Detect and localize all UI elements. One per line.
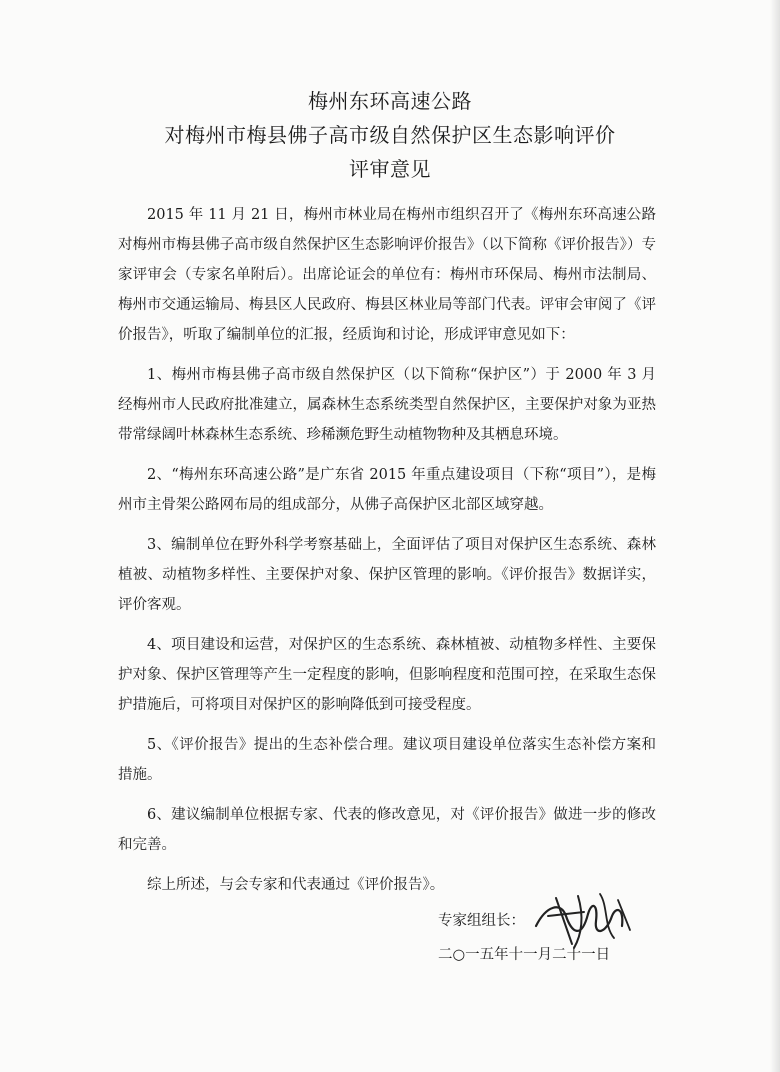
document-title xyxy=(0,84,780,186)
signature-date: 二○一五年十一月二十一日 xyxy=(438,947,611,963)
signature-label: 专家组组长： xyxy=(438,913,525,929)
paragraph-item-4: 4、项目建设和运营，对保护区的生态系统、森林植被、动植物多样性、主要保护对象、保护区管理等产生一定程度的影响，但影响程度和范围可控，在采取生态保护措施后，可将项目对保护区的影响降低到可接受程度。 xyxy=(118,637,656,713)
paragraph-item-1: 1、梅州市梅县佛子高市级自然保护区（以下简称“保护区”）于 2000 年 3 月经梅州市人民政府批准建立，属森林生态系统类型自然保护区，主要保护对象为亚热带常绿阔叶林森林生态系统、珍稀濒危野生动植物物种及其栖息环境。 xyxy=(118,367,656,443)
document-body xyxy=(118,200,656,910)
paragraph-item-6: 6、建议编制单位根据专家、代表的修改意见，对《评价报告》做进一步的修改和完善。 xyxy=(118,807,656,853)
paragraph-item-3: 3、编制单位在野外科学考察基础上，全面评估了项目对保护区生态系统、森林植被、动植物多样性、主要保护对象、保护区管理的影响。《评价报告》数据详实，评价客观。 xyxy=(118,537,656,613)
title-line-1: 梅州东环高速公路 xyxy=(308,89,472,113)
title-line-3: 评审意见 xyxy=(349,157,431,181)
paragraph-intro: 2015 年 11 月 21 日，梅州市林业局在梅州市组织召开了《梅州东环高速公路对梅州市梅县佛子高市级自然保护区生态影响评价报告》（以下简称《评价报告》）专家评审会（专家名单附后）。出席论证会的单位有：梅州市环保局、梅州市法制局、梅州市交通运输局、梅县区人民政府、梅县区林业局等部门代表。评审会审阅了《评价报告》，听取了编制单位的汇报，经质询和讨论，形成评审意见如下： xyxy=(118,207,656,343)
paragraph-item-5: 5、《评价报告》提出的生态补偿合理。建议项目建设单位落实生态补偿方案和措施。 xyxy=(118,737,656,783)
paragraph-conclusion: 综上所述，与会专家和代表通过《评价报告》。 xyxy=(147,877,445,893)
title-line-2: 对梅州市梅县佛子高市级自然保护区生态影响评价 xyxy=(164,123,616,147)
paragraph-item-2: 2、“梅州东环高速公路”是广东省 2015 年重点建设项目（下称“项目”），是梅州市主骨架公路网布局的组成部分，从佛子高保护区北部区域穿越。 xyxy=(118,467,656,513)
